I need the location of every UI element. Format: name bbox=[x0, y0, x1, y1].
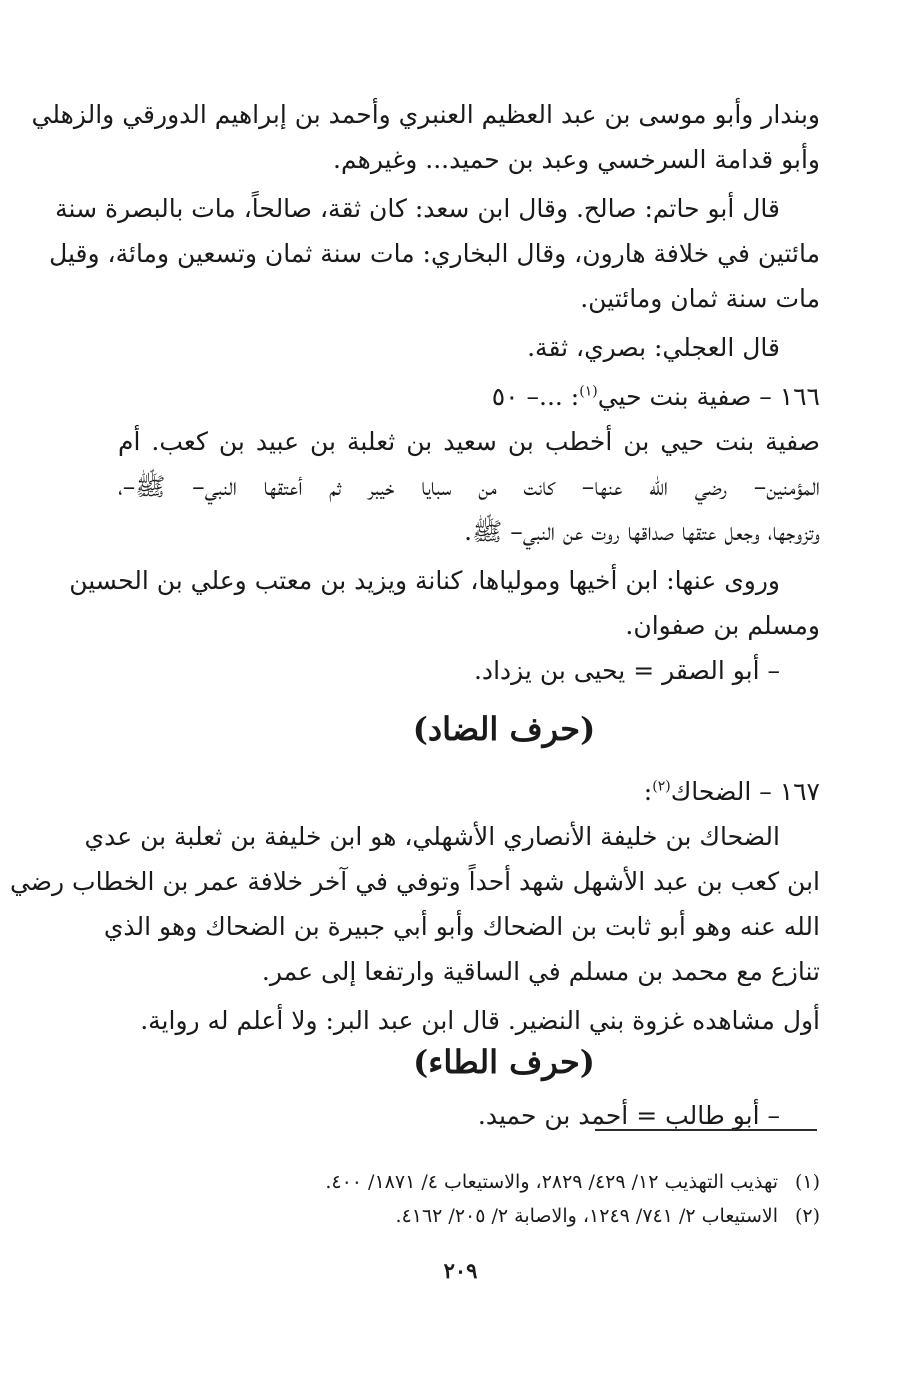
text-line: وأبو قدامة السرخسي وعبد بن حميد... وغيرهم. bbox=[333, 145, 820, 174]
page-body bbox=[9, 92, 820, 1138]
entry-title-main: ١٦٧ – الضحاك bbox=[670, 777, 820, 806]
entry-166 bbox=[69, 374, 820, 693]
paragraph-abu-hatim bbox=[49, 186, 820, 321]
text-line: مات سنة ثمان ومائتين. bbox=[580, 284, 820, 313]
entry-title bbox=[118, 769, 820, 814]
text-line: تنازع مع محمد بن مسلم في الساقية وارتفعا إلى عمر. bbox=[261, 957, 820, 986]
footnote-number: (٢) bbox=[794, 1205, 820, 1227]
cross-reference: – أبو الصقر = يحيى بن يزداد. bbox=[473, 656, 780, 685]
text-line: الضحاك بن خليفة الأنصاري الأشهلي، هو ابن خليفة بن ثعلبة بن عدي bbox=[84, 822, 780, 851]
footnotes bbox=[240, 1165, 820, 1233]
entry-title bbox=[118, 374, 820, 419]
cross-reference: – أبو طالب = أحمد بن حميد. bbox=[477, 1101, 780, 1130]
section-heading-dad: (حرف الضاد) bbox=[412, 710, 596, 748]
entry-167 bbox=[9, 769, 820, 1043]
footnote-ref: (١) bbox=[579, 383, 598, 400]
footnote-ref: (٢) bbox=[652, 778, 671, 795]
text-line: وتزوجها، وجعل عتقها صداقها روت عن النبي– ﷺ. bbox=[464, 517, 820, 546]
paragraph-narrators bbox=[69, 558, 820, 648]
text-line: الله عنه وهو أبو ثابت بن الضحاك وأبو أبي جبيرة بن الضحاك وهو الذي bbox=[103, 912, 820, 941]
text-line: صفية بنت حيي بن أخطب بن سعيد بن ثعلبة بن عبيد بن كعب. أم bbox=[118, 427, 820, 456]
paragraph-ajli bbox=[118, 325, 820, 370]
footnote-text: الاستيعاب ٢/ ٧٤١/ ١٢٤٩، والاصابة ٢/ ٢٠٥/ ٤١٦٢. bbox=[395, 1205, 778, 1227]
paragraph-narrators-continued bbox=[31, 92, 820, 182]
text-line: المؤمنين– رضي الله عنها– كانت من سبايا خيبر ثم أعتقها النبي– ﷺ–، bbox=[118, 472, 820, 501]
text-line: وبندار وأبو موسى بن عبد العظيم العنبري وأحمد بن إبراهيم الدورقي والزهلي bbox=[31, 100, 820, 129]
text-line: وروى عنها: ابن أخيها ومولياها، كنانة ويزيد بن معتب وعلي بن الحسين bbox=[69, 566, 780, 595]
text-line: مائتين في خلافة هارون، وقال البخاري: مات سنة ثمان وتسعين ومائة، وقيل bbox=[49, 239, 820, 268]
entry-title-main: ١٦٦ – صفية بنت حيي bbox=[597, 382, 820, 411]
footnote-text: تهذيب التهذيب ١٢/ ٤٢٩/ ٢٨٢٩، والاستيعاب ٤/ ١٨٧١/ ٤٠٠. bbox=[325, 1171, 778, 1193]
section-heading-ta: (حرف الطاء) bbox=[413, 1043, 595, 1081]
text-line: قال أبو حاتم: صالح. وقال ابن سعد: كان ثقة، صالحاً، مات بالبصرة سنة bbox=[55, 194, 780, 223]
footnote bbox=[240, 1199, 820, 1233]
entry-title-rest: : ...– ٥٠ bbox=[491, 382, 580, 411]
text-line: أول مشاهده غزوة بني النضير. قال ابن عبد البر: ولا أعلم له رواية. bbox=[140, 1006, 820, 1035]
text-line: ومسلم بن صفوان. bbox=[625, 611, 820, 640]
footnote-number: (١) bbox=[794, 1171, 820, 1193]
entry-title-rest: : bbox=[643, 777, 653, 806]
page-number: ٢٠٩ bbox=[443, 1258, 478, 1283]
text-line: ابن كعب بن عبد الأشهل شهد أحداً وتوفي في آخر خلافة عمر بن الخطاب رضي bbox=[9, 867, 820, 896]
footnote-divider bbox=[595, 1129, 817, 1131]
text-line: قال العجلي: بصري، ثقة. bbox=[527, 333, 780, 362]
footnote bbox=[240, 1165, 820, 1199]
